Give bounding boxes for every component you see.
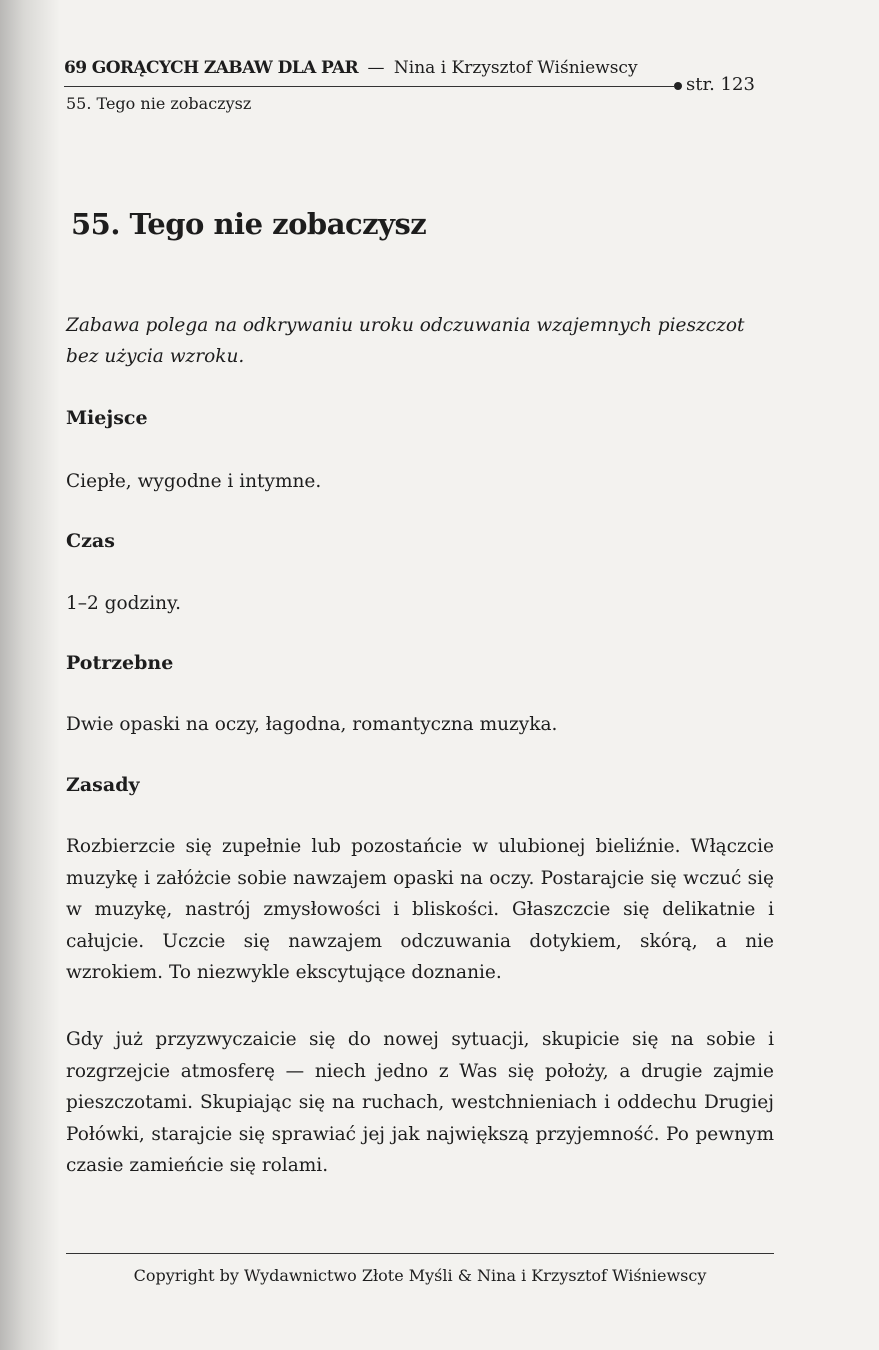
place-heading: Miejsce: [66, 407, 148, 429]
time-heading: Czas: [66, 530, 115, 552]
chapter-lead: Zabawa polega na odkrywaniu uroku odczuwania wzajemnych pieszczot bez użycia wzroku.: [66, 315, 745, 367]
book-title: 69 GORĄCYCH ZABAW DLA PAR: [64, 58, 359, 78]
chapter-title: 55. Tego nie zobaczysz: [71, 207, 427, 241]
footer-rule: [66, 1253, 774, 1254]
running-head-dash: —: [367, 58, 385, 78]
rules-heading: Zasady: [66, 774, 140, 796]
running-head: [64, 58, 764, 78]
page-number: str. 123: [686, 74, 755, 95]
running-head-rule: [64, 86, 674, 87]
page-number-bullet: [674, 82, 682, 90]
needed-heading: Potrzebne: [66, 652, 174, 674]
needed-value: Dwie opaski na oczy, łagodna, romantyczna muzyka.: [66, 714, 558, 735]
footer-copyright: Copyright by Wydawnictwo Złote Myśli & Nina i Krzysztof Wiśniewscy: [133, 1266, 707, 1285]
time-value: 1–2 godziny.: [66, 593, 181, 614]
rules-paragraph: Gdy już przyzwyczaicie się do nowej sytuacji, skupicie się na sobie i rozgrzejcie atmosferę — niech jedno z Was się położy, a drugie zajmie pieszczotami. Skupiając się na ruchach, westchnieniach i oddechu Drugiej Połówki, starajcie się sprawiać jej jak największą przyjemność. Po pewnym czasie zamieńcie się rolami.: [66, 1029, 774, 1176]
place-value: Ciepłe, wygodne i intymne.: [66, 471, 322, 492]
running-head-section: 55. Tego nie zobaczysz: [66, 94, 252, 113]
rules-paragraph: Rozbierzcie się zupełnie lub pozostańcie w ulubionej bieliźnie. Włączcie muzykę i załóżcie sobie nawzajem opaski na oczy. Postarajcie się wczuć się w muzykę, nastrój zmysłowości i bliskości. Głaszczcie się delikatnie i całujcie. Uczcie się nawzajem odczuwania dotykiem, skórą, a nie wzrokiem. To niezwykle ekscytujące doznanie.: [66, 836, 774, 983]
book-authors: Nina i Krzysztof Wiśniewscy: [393, 58, 638, 78]
